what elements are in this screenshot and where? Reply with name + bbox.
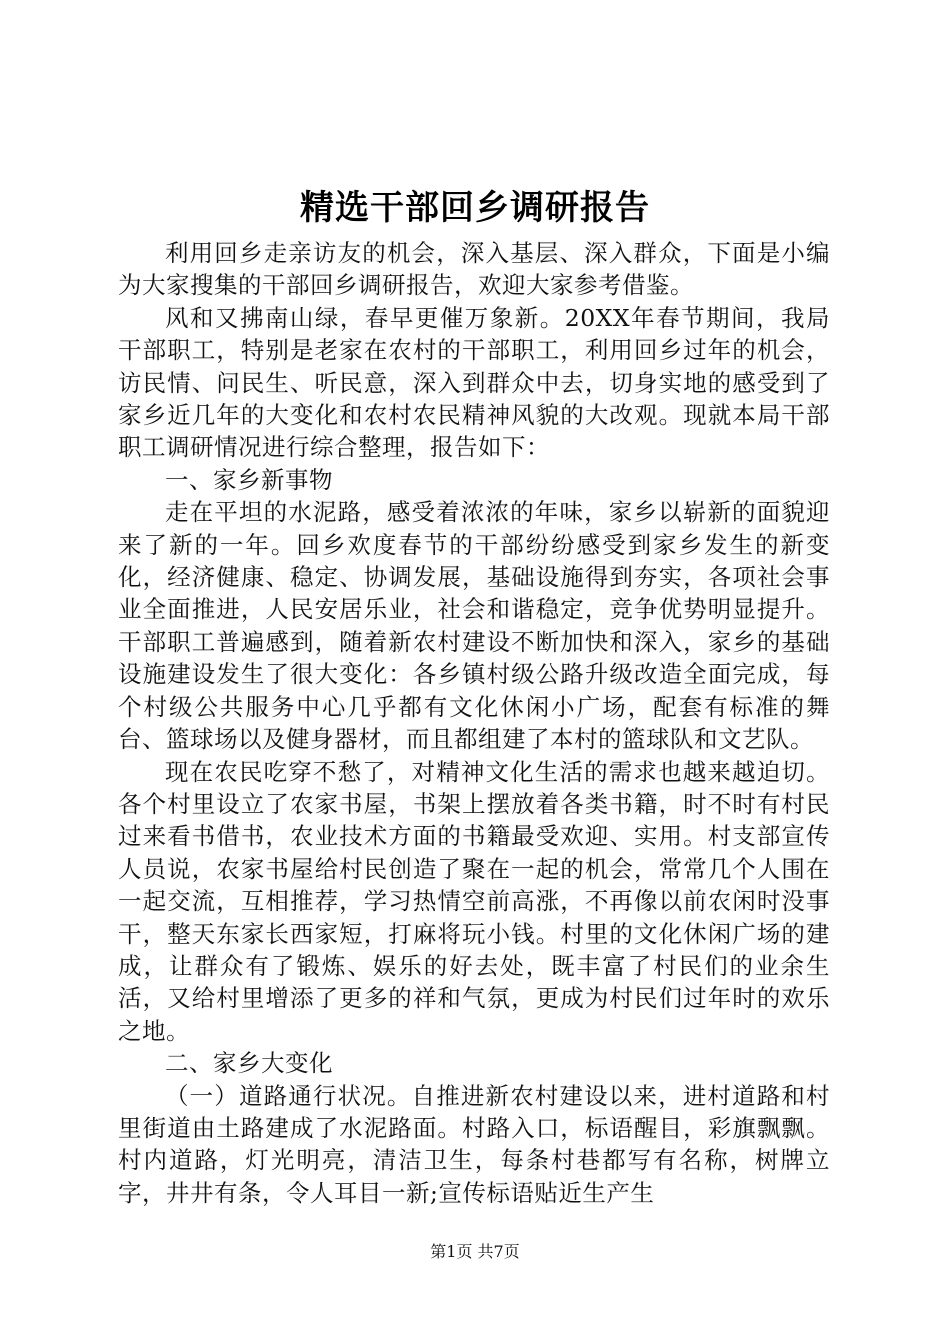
document-title: 精选干部回乡调研报告 (300, 188, 650, 228)
intro-paragraph: 利用回乡走亲访友的机会，深入基层、深入群众，下面是小编为大家搜集的干部回乡调研报告，欢迎大家参考借鉴。 (118, 239, 830, 300)
page-footer: 第1页 共7页 (430, 1242, 520, 1261)
document-body (118, 237, 830, 1209)
section-1-paragraph-1: 走在平坦的水泥路，感受着浓浓的年味，家乡以崭新的面貌迎来了新的一年。回乡欢度春节的干部纷纷感受到家乡发生的新变化，经济健康、稳定、协调发展，基础设施得到夯实，各项社会事业全面推进，人民安居乐业，社会和谐稳定，竞争优势明显提升。干部职工普遍感到，随着新农村建设不断加快和深入，家乡的基础设施建设发生了很大变化：各乡镇村级公路升级改造全面完成，每个村级公共服务中心几乎都有文化休闲小广场，配套有标准的舞台、篮球场以及健身器材，而且都组建了本村的篮球队和文艺队。 (118, 498, 830, 754)
section-heading-2: 二、家乡大变化 (165, 1049, 333, 1078)
section-2-paragraph-1: （一）道路通行状况。自推进新农村建设以来，进村道路和村里街道由土路建成了水泥路面。村路入口，标语醒目，彩旗飘飘。村内道路，灯光明亮，清洁卫生，每条村巷都写有名称，树牌立字，井井有条，令人耳目一新;宣传标语贴近生产生 (118, 1081, 830, 1207)
section-1-paragraph-2: 现在农民吃穿不愁了，对精神文化生活的需求也越来越迫切。各个村里设立了农家书屋，书架上摆放着各类书籍，时不时有村民过来看书借书，农业技术方面的书籍最受欢迎、实用。村支部宣传人员说，农家书屋给村民创造了聚在一起的机会，常常几个人围在一起交流，互相推荐，学习热情空前高涨，不再像以前农闲时没事干，整天东家长西家短，打麻将玩小钱。村里的文化休闲广场的建成，让群众有了锻炼、娱乐的好去处，既丰富了村民们的业余生活，又给村里增添了更多的祥和气氛，更成为村民们过年时的欢乐之地。 (118, 757, 830, 1045)
opening-paragraph: 风和又拂南山绿，春早更催万象新。20XX年春节期间，我局干部职工，特别是老家在农村的干部职工，利用回乡过年的机会，访民情、问民生、听民意，深入到群众中去，切身实地的感受到了家乡近几年的大变化和农村农民精神风貌的大改观。现就本局干部职工调研情况进行综合整理，报告如下： (118, 303, 830, 462)
section-heading-1: 一、家乡新事物 (165, 465, 333, 494)
